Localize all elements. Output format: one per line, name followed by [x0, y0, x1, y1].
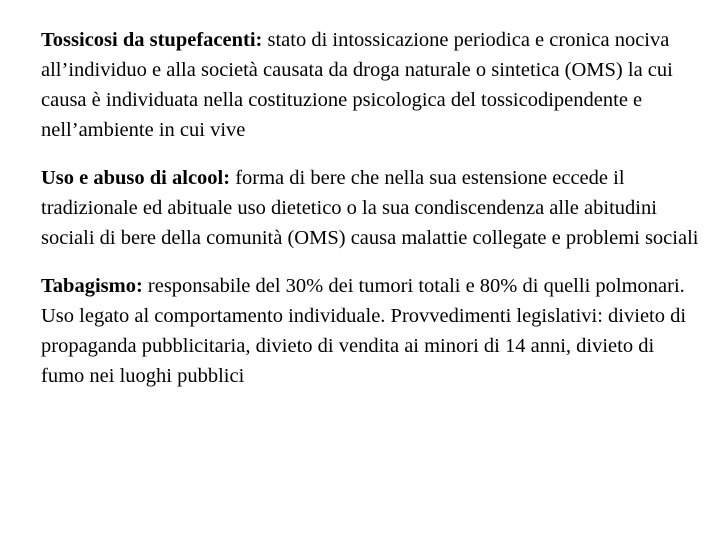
paragraph-tossicosi [41, 25, 701, 145]
term-alcool: Uso e abuso di alcool: [41, 167, 231, 189]
term-tossicosi: Tossicosi da stupefacenti: [41, 29, 263, 51]
definition-alcool: forma di bere che nella sua estensione eccede il tradizionale ed abituale uso dietetico o la sua condiscendenza alle abitudini sociali di bere della comunità (OMS) causa malattie collegate e problemi sociali [41, 167, 699, 249]
paragraph-alcool [41, 163, 701, 253]
definition-tossicosi: stato di intossicazione periodica e cronica nociva all’individuo e alla società causata da droga naturale o sintetica (OMS) la cui causa è individuata nella costituzione psicologica del tossicodipendente e nell’ambiente in cui vive [41, 29, 673, 141]
paragraph-tabagismo [41, 271, 701, 391]
definition-tabagismo: responsabile del 30% dei tumori totali e 80% di quelli polmonari. Uso legato al comportamento individuale. Provvedimenti legislativi: divieto di propaganda pubblicitaria, divieto di vendita ai minori di 14 anni, divieto di fumo nei luoghi pubblici [41, 275, 687, 387]
slide-body [41, 25, 701, 409]
term-tabagismo: Tabagismo: [41, 275, 143, 297]
